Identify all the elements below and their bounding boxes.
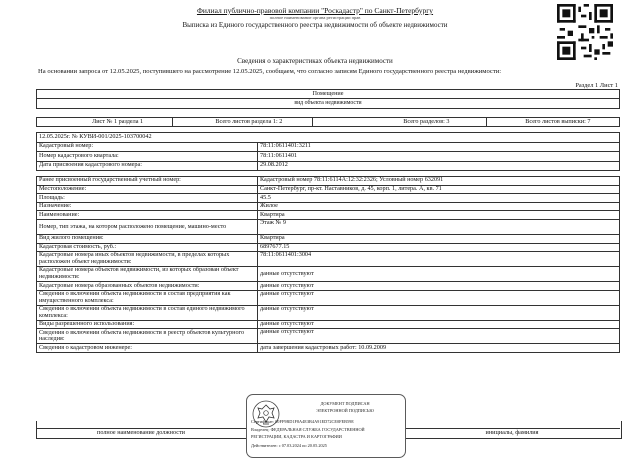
table-row: Ранее присвоенный государственный учетный номер: Кадастровый номер 78:11:6114А:12:32:2326; Условный номер 632091 xyxy=(37,177,620,186)
object-kind-subtitle: вид объекта недвижимости xyxy=(37,99,620,108)
total-sheets-section: Всего листов раздела 1: 2 xyxy=(173,117,313,126)
sheet-number: Лист № 1 раздела 1 xyxy=(37,117,173,126)
table-row: Сведения о включении объекта недвижимости в состав предприятия как имущественного комплекса: данные отсутствуют xyxy=(37,290,620,305)
table-row: Наименование: Квартира xyxy=(37,211,620,220)
table-row: Виды разрешенного использования: данные отсутствуют xyxy=(37,320,620,329)
identification-table xyxy=(36,132,620,171)
table-row: Кадастровые номера образованных объектов недвижимости: данные отсутствуют xyxy=(37,282,620,291)
table-row: Кадастровые номера иных объектов недвижимости, в пределах которых расположен объект недвижимости: 78:11:0611401:3004 xyxy=(37,252,620,267)
table-row: Площадь: 45.5 xyxy=(37,194,620,203)
table-row: Номер кадастрового квартала: 78:11:0611401 xyxy=(37,152,620,162)
table-row: Сведения о кадастровом инженере: дата завершения кадастровых работ: 10.09.2009 xyxy=(37,344,620,353)
table-row: Кадастровый номер: 78:11:0611401:3211 xyxy=(37,142,620,152)
table-row: Сведения о включении объекта недвижимости в реестр объектов культурного наследия: данные отсутствуют xyxy=(37,329,620,344)
total-sheets-extract: Всего листов выписки: 7 xyxy=(487,117,620,126)
table-row: Дата присвоения кадастрового номера: 29.08.2012 xyxy=(37,161,620,171)
name-caption: инициалы, фамилия xyxy=(404,428,620,439)
table-row: Кадастровые номера объектов недвижимости, из которых образован объект недвижимости: данные отсутствуют xyxy=(37,267,620,282)
org-name: Филиал публично-правовой компании "Роскадастр" по Санкт-Петербургу xyxy=(196,6,434,15)
table-row: Кадастровая стоимость, руб.: 6897677.15 xyxy=(37,243,620,252)
section-sheet-label: Раздел 1 Лист 1 xyxy=(575,82,618,89)
extract-number: 12.05.2025г. № КУВИ-001/2025-103700042 xyxy=(37,133,620,143)
position-caption: полное наименование должности xyxy=(36,428,246,439)
object-kind-table xyxy=(36,89,620,127)
table-row: Сведения о включении объекта недвижимости в состав единого недвижимого комплекса: данные отсутствуют xyxy=(37,305,620,320)
total-sections: Всего разделов: 3 xyxy=(313,117,487,126)
emblem-icon xyxy=(251,399,281,429)
details-table xyxy=(36,176,620,353)
table-row: Местоположение: Санкт-Петербург, пр-кт. Наставников, д. 45, корп. 1, литера. А, кв. 71 xyxy=(37,185,620,194)
qr-code xyxy=(557,4,613,60)
org-subtitle: полное наименование органа регистрации прав xyxy=(269,15,361,20)
table-row: Номер, тип этажа, на котором расположено помещение, машино-место Этаж № 9 xyxy=(37,219,620,234)
request-basis: На основании запроса от 12.05.2025, поступившего на рассмотрение 12.05.2025, сообщаем, что согласно записям Единого государственного реестра недвижимости: xyxy=(38,68,502,75)
table-row: Назначение: Жилое xyxy=(37,202,620,211)
electronic-signature-stamp: ДОКУМЕНТ ПОДПИСАН ЭЛЕКТРОННОЙ ПОДПИСЬЮ Сертификат: 00FF9BD1F8A4EЗB4A91ED72CЕ0FEB59E Владелец: ФЕДЕРАЛЬНАЯ СЛУЖБА ГОСУДАРСТВЕННОЙ РЕГИСТРАЦИИ, КАДАСТРА И КАРТОГРАФИИ Действителен: с 07.03.2024 по 20.05.2025 xyxy=(246,394,406,458)
doc-title: Выписка из Единого государственного реестра недвижимости об объекте недвижимости xyxy=(182,21,448,29)
table-row: Вид жилого помещения: Квартира xyxy=(37,234,620,243)
section-title: Сведения о характеристиках объекта недвижимости xyxy=(237,57,393,65)
object-kind: Помещение xyxy=(37,90,620,99)
